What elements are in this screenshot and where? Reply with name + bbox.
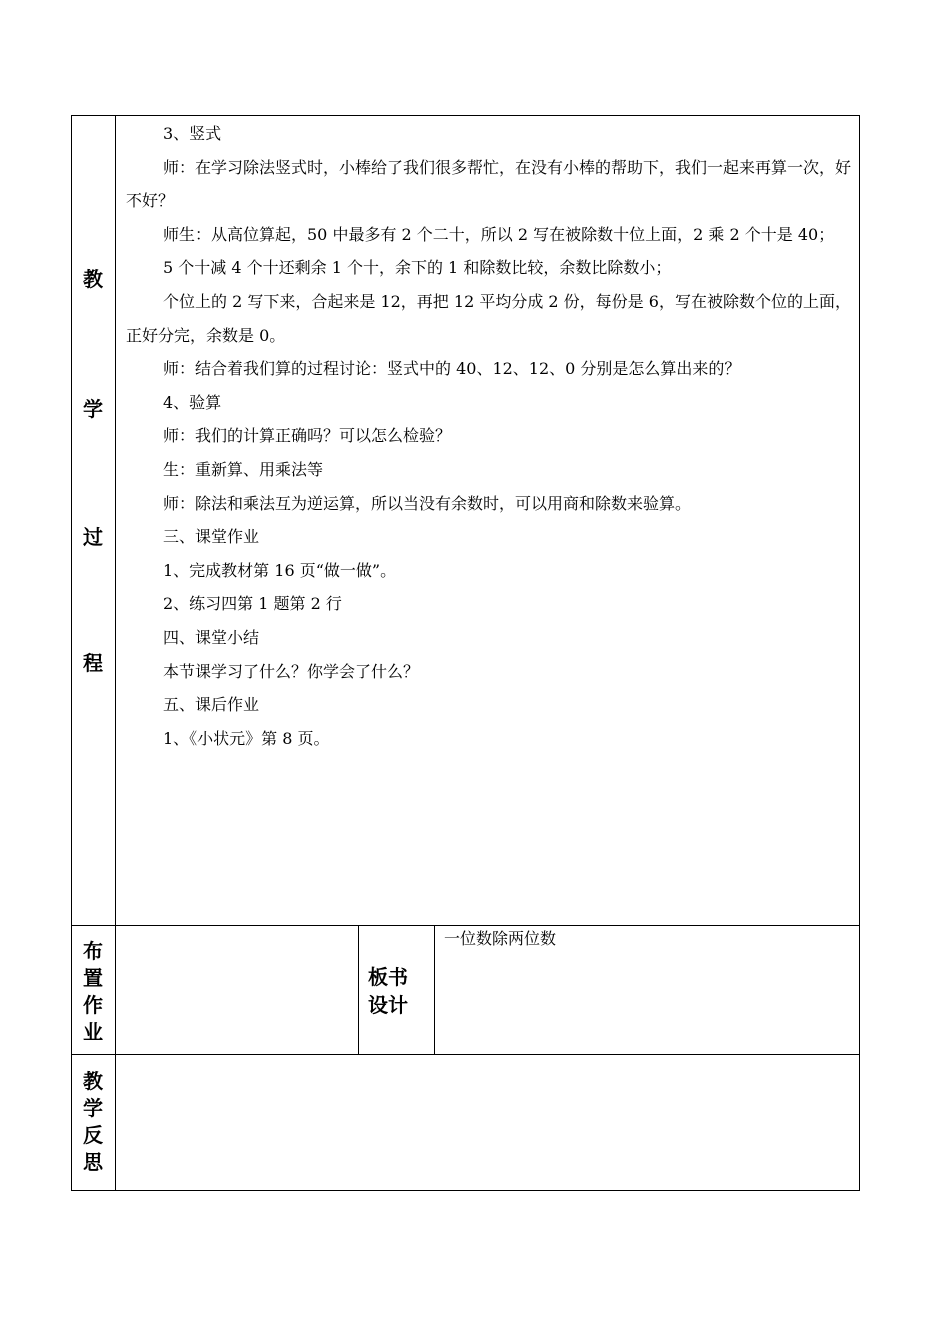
homework-row-bottom-border xyxy=(71,1054,860,1055)
content-line: 3、竖式 xyxy=(163,124,222,143)
process-label-char-4: 程 xyxy=(83,651,103,675)
content-line: 生：重新算、用乘法等 xyxy=(163,459,324,479)
homework-board-divider xyxy=(358,925,359,1055)
content-line: 师：结合着我们算的过程讨论：竖式中的 40、12、12、0 分别是怎么算出来的？ xyxy=(163,359,741,379)
board-design-label-line: 设计 xyxy=(368,993,408,1017)
content-line: 师：除法和乘法互为逆运算，所以当没有余数时，可以用商和除数来验算。 xyxy=(163,493,692,513)
homework-label-char: 作 xyxy=(83,993,103,1017)
content-line: 5 个十减 4 个十还剩余 1 个十，余下的 1 和除数比较，余数比除数小； xyxy=(163,258,672,278)
reflection-label-char: 学 xyxy=(83,1096,103,1120)
board-design-label xyxy=(368,963,408,1019)
reflection-label-char: 教 xyxy=(83,1069,103,1093)
process-row-bottom-border xyxy=(71,925,860,926)
label-column-divider xyxy=(115,115,116,1191)
board-design-label-line: 板书 xyxy=(368,965,408,989)
reflection-label-char: 思 xyxy=(83,1150,103,1174)
content-line: 四、课堂小结 xyxy=(163,627,260,647)
content-line: 师：在学习除法竖式时，小棒给了我们很多帮忙，在没有小棒的帮助下，我们一起来再算一次，好不好？ xyxy=(126,157,852,211)
board-design-content: 一位数除两位数 xyxy=(444,929,557,948)
homework-label-char: 置 xyxy=(83,966,103,990)
content-line: 4、验算 xyxy=(163,392,222,412)
content-line: 三、课堂作业 xyxy=(163,527,260,547)
teaching-process-content xyxy=(126,117,852,755)
content-line: 师生：从高位算起，50 中最多有 2 个二十，所以 2 写在被除数十位上面，2 乘 2 个十是 40； xyxy=(163,224,835,244)
content-line: 个位上的 2 写下来，合起来是 12，再把 12 平均分成 2 份，每份是 6，写在被除数个位的上面，正好分完，余数是 0。 xyxy=(126,291,851,345)
homework-label xyxy=(79,938,107,1046)
process-label-char-2: 学 xyxy=(83,397,103,421)
reflection-label xyxy=(79,1068,107,1176)
reflection-label-char: 反 xyxy=(83,1123,103,1147)
content-line: 1、《小状元》第 8 页。 xyxy=(163,728,330,748)
board-content-divider xyxy=(434,925,435,1055)
content-line: 师：我们的计算正确吗？可以怎么检验？ xyxy=(163,426,452,446)
content-line: 2、练习四第 1 题第 2 行 xyxy=(163,594,342,614)
content-line: 本节课学习了什么？你学会了什么？ xyxy=(163,661,420,681)
homework-label-char: 业 xyxy=(83,1020,103,1044)
content-line: 1、完成教材第 16 页“做一做”。 xyxy=(163,560,397,580)
process-label-char-3: 过 xyxy=(83,525,103,549)
process-label-char-1: 教 xyxy=(83,267,103,291)
homework-label-char: 布 xyxy=(83,939,103,963)
content-line: 五、课后作业 xyxy=(163,695,260,715)
